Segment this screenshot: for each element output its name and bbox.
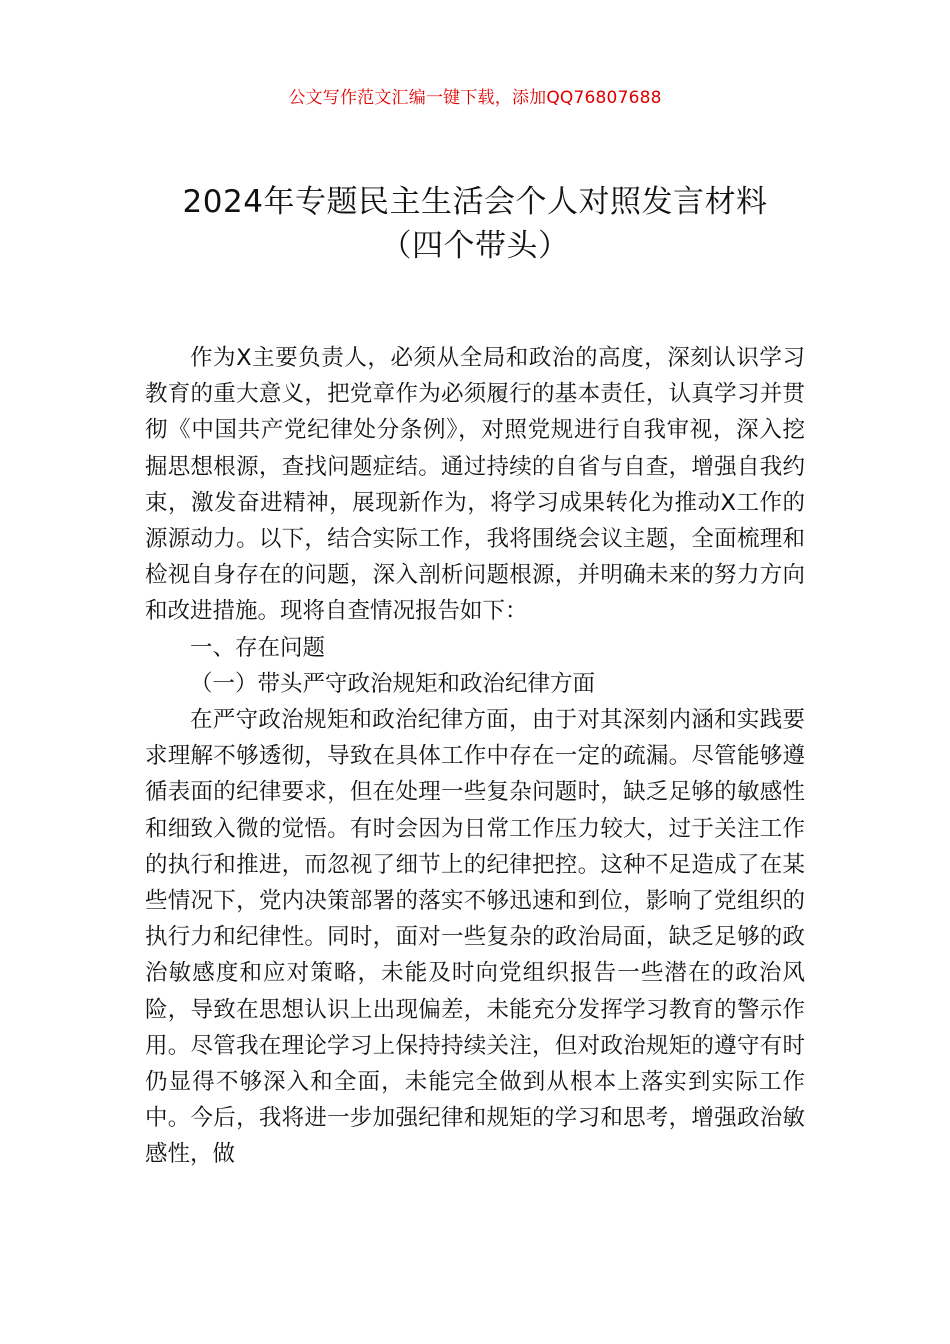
section-heading: 一、存在问题 xyxy=(190,634,326,661)
document-subtitle: （四个带头） xyxy=(380,228,570,264)
document-title: 2024年专题民主生活会个人对照发言材料 xyxy=(182,184,768,220)
body-paragraph: 在严守政治规矩和政治纪律方面，由于对其深刻内涵和实践要求理解不够透彻，导致在具体工作中存在一定的疏漏。尽管能够遵循表面的纪律要求，但在处理一些复杂问题时，缺乏足够的敏感性和细致入微的觉悟。有时会因为日常工作压力较大，过于关注工作的执行和推进，而忽视了细节上的纪律把控。这种不足造成了在某些情况下，党内决策部署的落实不够迅速和到位，影响了党组织的执行力和纪律性。同时，面对一些复杂的政治局面，缺乏足够的政治敏感度和应对策略，未能及时向党组织报告一些潜在的政治风险，导致在思想认识上出现偏差，未能充分发挥学习教育的警示作用。尽管我在理论学习上保持持续关注，但对政治规矩的遵守有时仍显得不够深入和全面，未能完全做到从根本上落实到实际工作中。今后，我将进一步加强纪律和规矩的学习和思考，增强政治敏感性，做 xyxy=(145,707,805,1168)
intro-paragraph: 作为X主要负责人，必须从全局和政治的高度，深刻认识学习教育的重大意义，把党章作为必须履行的基本责任，认真学习并贯彻《中国共产党纪律处分条例》，对照党规进行自我审视，深入挖掘思想根源，查找问题症结。通过持续的自省与自查，增强自我约束，激发奋进精神，展现新作为，将学习成果转化为推动X工作的源源动力。以下，结合实际工作，我将围绕会议主题，全面梳理和检视自身存在的问题，深入剖析问题根源，并明确未来的努力方向和改进措施。现将自查情况报告如下： xyxy=(145,345,805,625)
watermark-banner[interactable]: 公文写作范文汇编一键下载，添加QQ76807688 xyxy=(288,88,662,108)
document-body xyxy=(145,340,805,1173)
subsection-heading: （一）带头严守政治规矩和政治纪律方面 xyxy=(190,670,596,697)
